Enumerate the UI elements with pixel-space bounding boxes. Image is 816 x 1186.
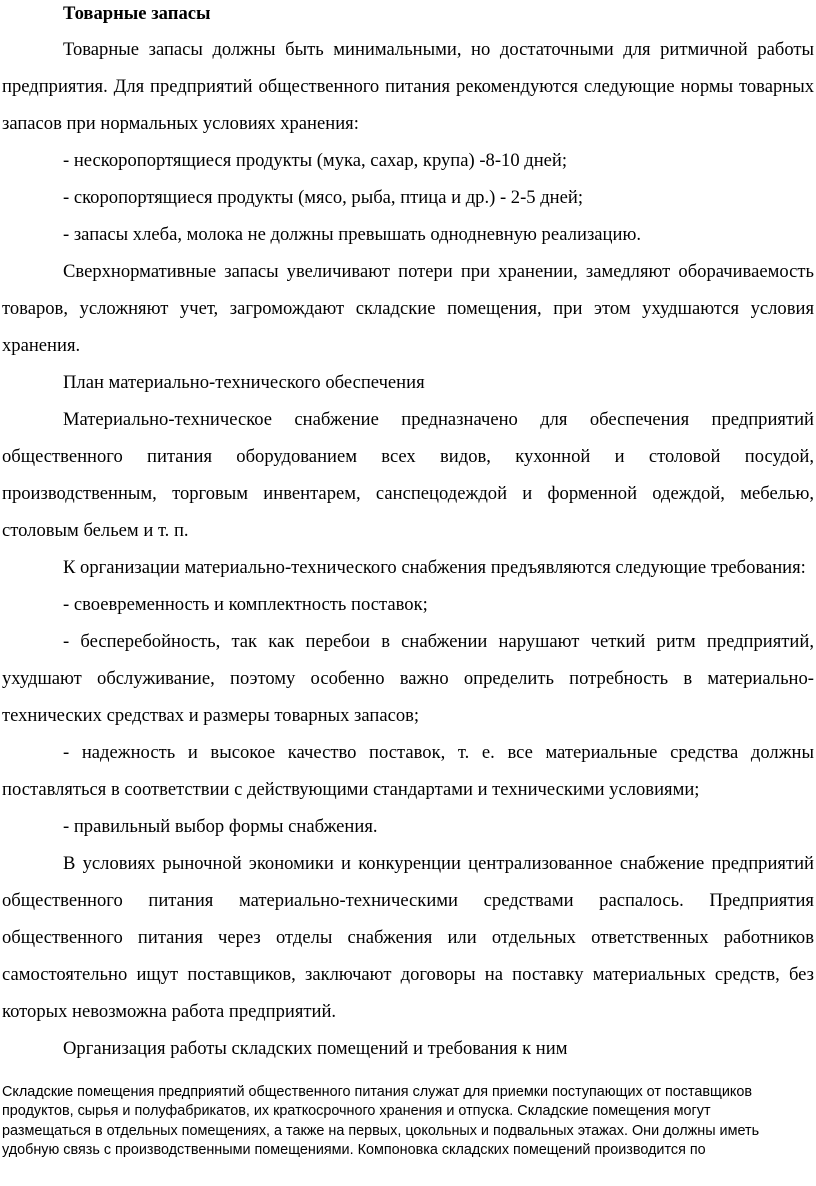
- list-item-perishable: - скоропортящиеся продукты (мясо, рыба, птица и др.) - 2-5 дней;: [63, 187, 583, 208]
- footer-text-block: [2, 1083, 792, 1161]
- list-item-supply-form: - правильный выбор формы снабжения.: [63, 816, 378, 837]
- document-body: [2, 0, 814, 1067]
- section-heading: Товарные запасы: [63, 3, 211, 24]
- subheading-warehouse: Организация работы складских помещений и требования к ним: [63, 1038, 568, 1059]
- list-item-bread-milk: - запасы хлеба, молока не должны превышать однодневную реализацию.: [63, 224, 641, 245]
- subheading-supply-plan: План материально-технического обеспечения: [63, 372, 425, 393]
- list-item-timeliness: - своевременность и комплектность поставок;: [63, 594, 428, 615]
- list-item-reliability: - надежность и высокое качество поставок, т. е. все материальные средства должны поставляться в соответствии с действующими стандартами и техническими условиями;: [2, 742, 814, 800]
- paragraph-market-economy: В условиях рыночной экономики и конкуренции централизованное снабжение предприятий общественного питания материально-техническими средствами распалось. Предприятия общественного питания через отделы снабжения или отдельных ответственных работников самостоятельно ищут поставщиков, заключают договоры на поставку материальных средств, без которых невозможна работа предприятий.: [2, 853, 814, 1022]
- list-item-continuity: - бесперебойность, так как перебои в снабжении нарушают четкий ритм предприятий, ухудшают обслуживание, поэтому особенно важно определить потребность в материально-технических средствах и размеры товарных запасов;: [2, 631, 814, 726]
- paragraph-supply-purpose: Материально-техническое снабжение предназначено для обеспечения предприятий общественного питания оборудованием всех видов, кухонной и столовой посудой, производственным, торговым инвентарем, санспецодеждой и форменной одеждой, мебелью, столовым бельем и т. п.: [2, 409, 814, 541]
- paragraph-inventory-norms: Товарные запасы должны быть минимальными, но достаточными для ритмичной работы предприятия. Для предприятий общественного питания рекомендуются следующие нормы товарных запасов при нормальных условиях хранения:: [2, 39, 814, 134]
- paragraph-warehouse-description: Складские помещения предприятий общественного питания служат для приемки поступающих от поставщиков продуктов, сырья и полуфабрикатов, их краткосрочного хранения и отпуска. Складские помещения могут размещаться в отдельных помещениях, а также на первых, цокольных и подвальных этажах. Они должны иметь удобную связь с производственными помещениями. Компоновка складских помещений производится по: [2, 1084, 760, 1159]
- paragraph-excess-stock: Сверхнормативные запасы увеличивают потери при хранении, замедляют оборачиваемость товаров, усложняют учет, загромождают складские помещения, при этом ухудшаются условия хранения.: [2, 261, 814, 356]
- paragraph-requirements-intro: К организации материально-технического снабжения предъявляются следующие требования:: [63, 557, 806, 578]
- list-item-nonperishable: - нескоропортящиеся продукты (мука, сахар, крупа) -8-10 дней;: [63, 150, 568, 171]
